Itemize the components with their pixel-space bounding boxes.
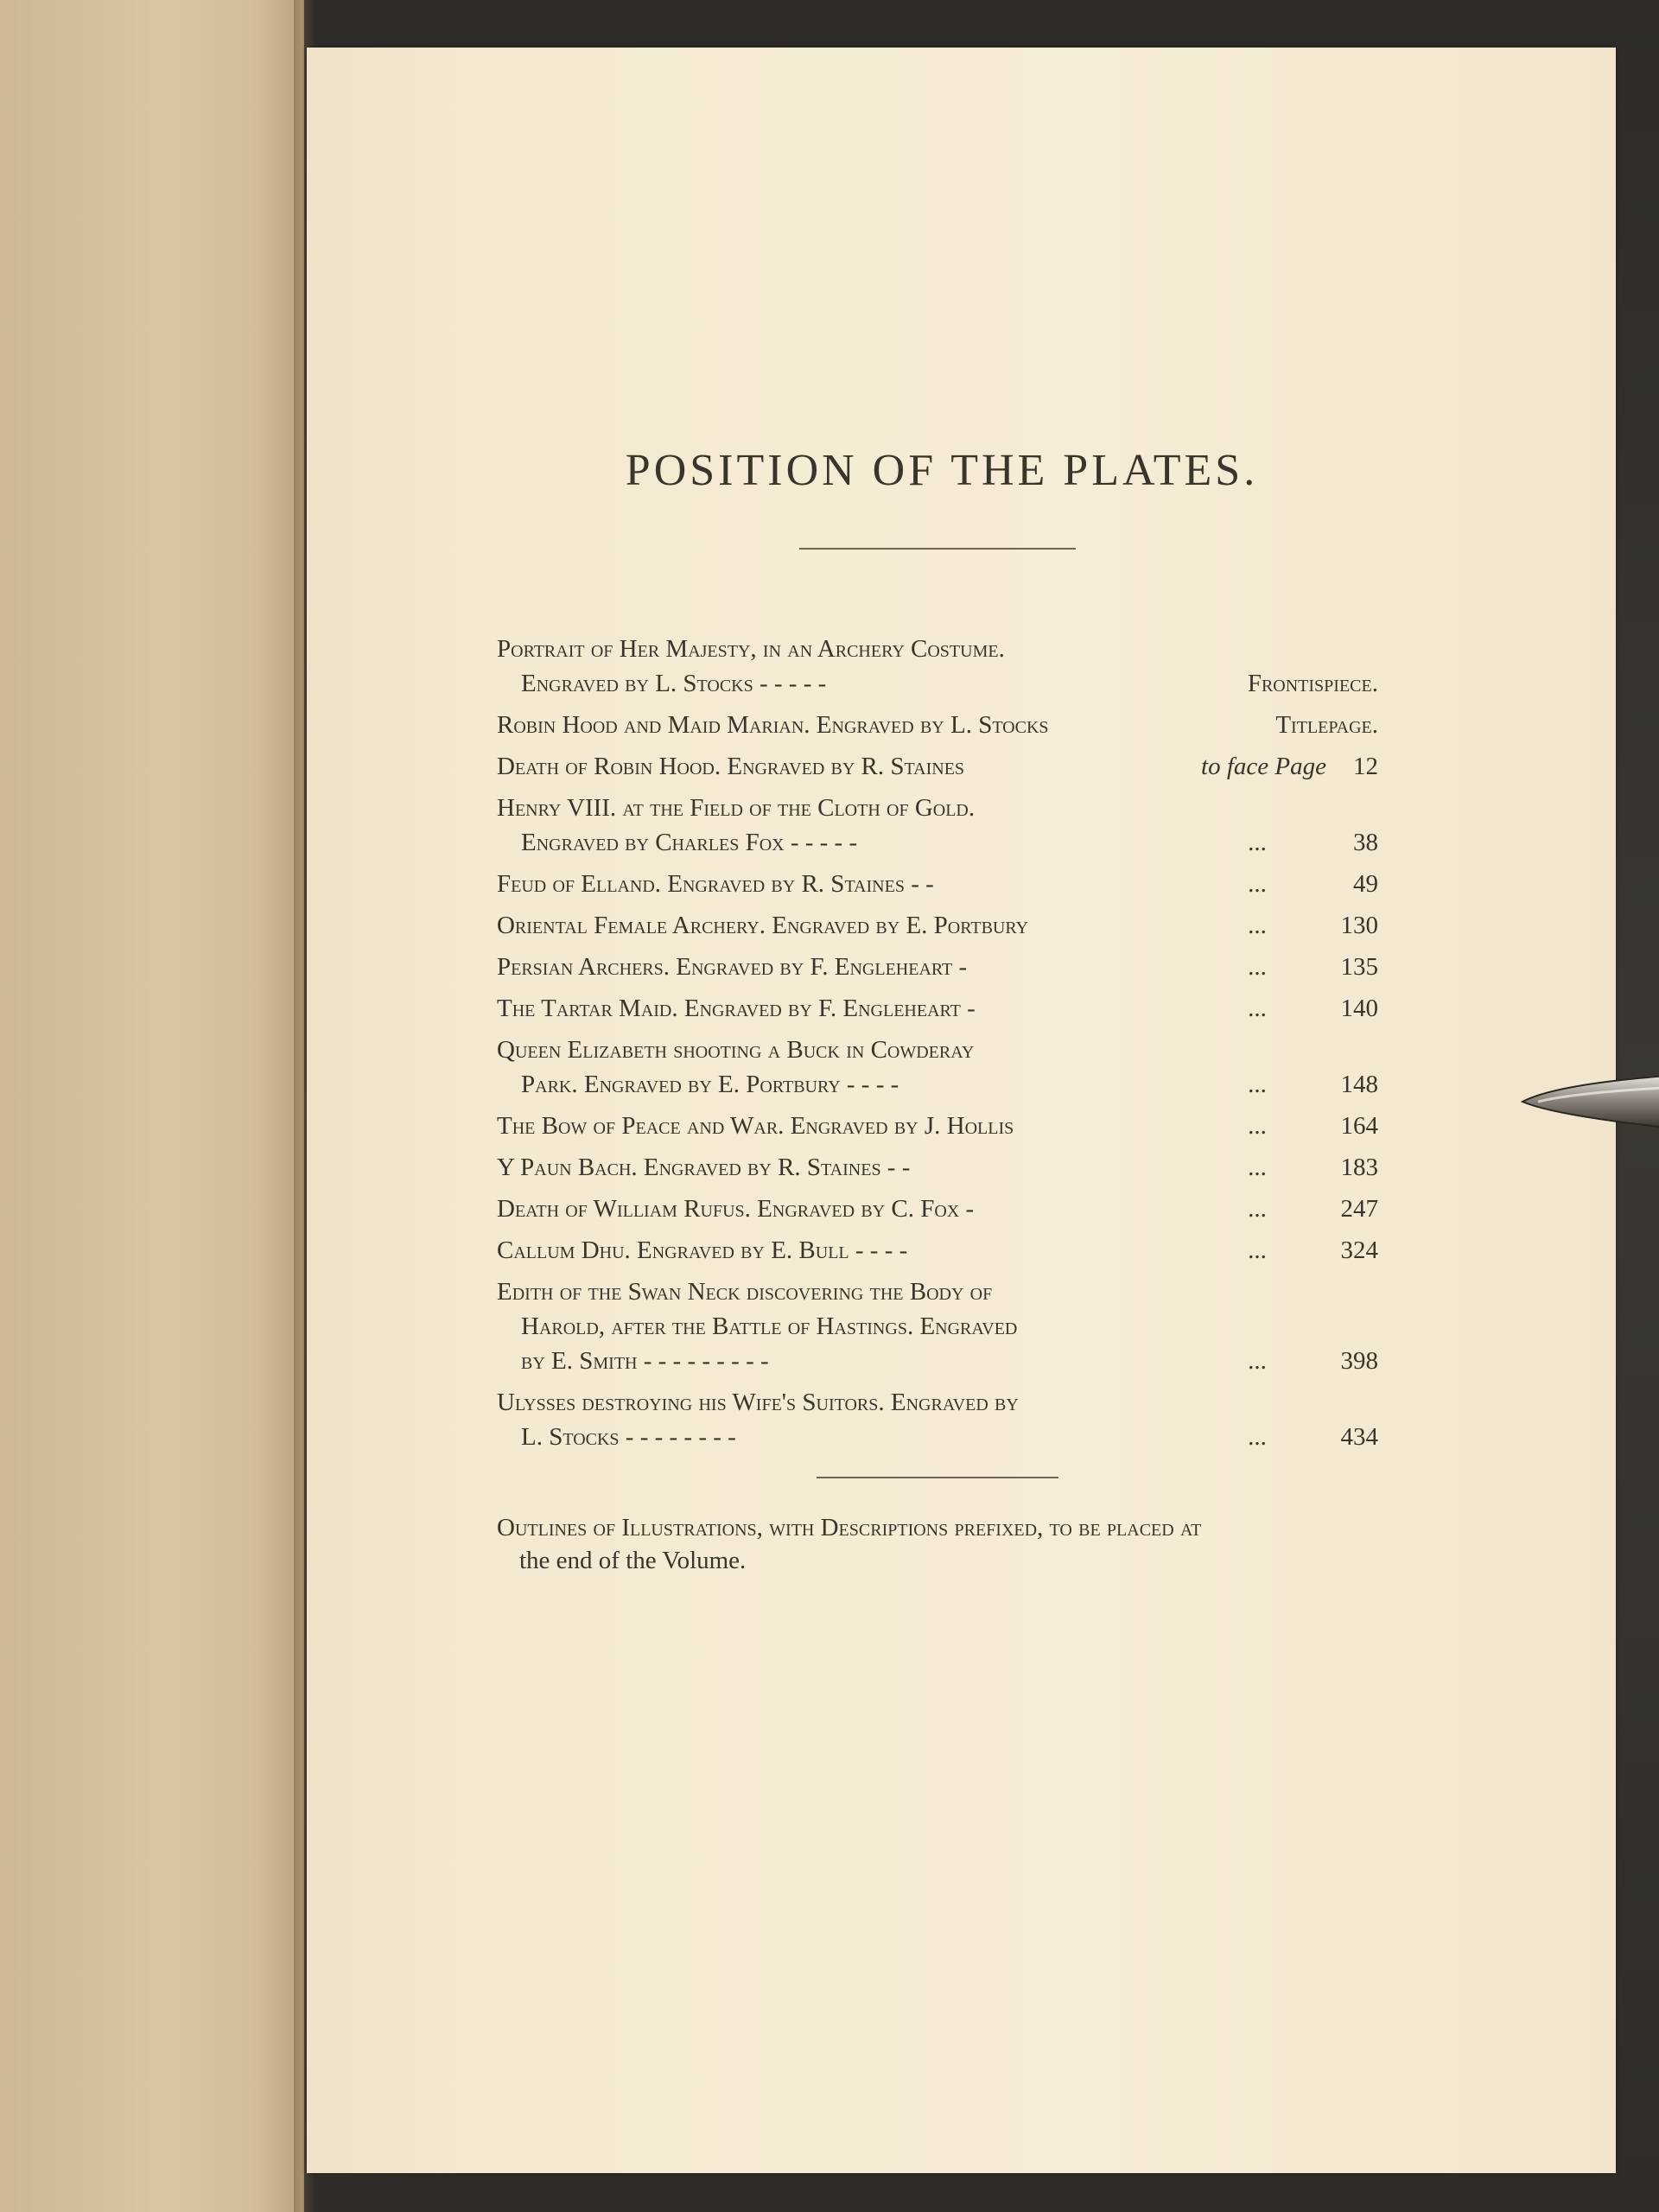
plate-leader-dots: ... xyxy=(1248,1236,1267,1264)
plate-entry xyxy=(497,867,1378,901)
left-facing-page xyxy=(0,0,304,2212)
plate-line: Death of Robin Hood. Engraved by R. Staines xyxy=(497,753,965,780)
plate-line: Henry VIII. at the Field of the Cloth of Gold. xyxy=(497,794,976,822)
plate-location xyxy=(1188,1420,1378,1454)
plate-position-label: Frontispiece. xyxy=(1247,670,1378,697)
plate-location xyxy=(1188,1233,1378,1268)
book-page xyxy=(307,48,1616,2173)
plate-location xyxy=(1188,867,1378,901)
plate-description xyxy=(497,791,1188,860)
plate-line: The Tartar Maid. Engraved by F. Engleheart - xyxy=(497,995,976,1022)
plate-page-number: 148 xyxy=(1340,1071,1378,1098)
plate-entry xyxy=(497,1109,1378,1143)
plate-leader-dots: ... xyxy=(1248,829,1267,856)
plate-entry xyxy=(497,632,1378,701)
plate-location xyxy=(1188,1067,1378,1102)
page-title: POSITION OF THE PLATES. xyxy=(625,446,1259,495)
plate-description xyxy=(497,950,1188,984)
plate-line: by E. Smith - - - - - - - - - xyxy=(521,1347,769,1375)
note-line-1: Outlines of Illustrations, with Descriptions prefixed, to be placed at xyxy=(497,1514,1202,1541)
plate-line: Y Paun Bach. Engraved by R. Staines - - xyxy=(497,1154,911,1181)
plate-description xyxy=(497,991,1188,1026)
plate-location xyxy=(1188,749,1378,784)
plate-leader-dots: ... xyxy=(1248,1423,1267,1451)
plate-page-number: 135 xyxy=(1340,953,1378,981)
note-line-2: the end of the Volume. xyxy=(519,1547,747,1574)
plate-page-number: 49 xyxy=(1353,870,1378,898)
plate-description xyxy=(497,1274,1188,1378)
plate-description xyxy=(497,908,1188,943)
pen-tip-icon xyxy=(1521,1076,1659,1128)
plate-location xyxy=(1188,908,1378,943)
plate-description xyxy=(497,1033,1188,1102)
plate-page-number: 164 xyxy=(1340,1112,1378,1140)
plate-entry xyxy=(497,749,1378,784)
plate-line: Persian Archers. Engraved by F. Engleheart - xyxy=(497,953,968,981)
plate-line: Ulysses destroying his Wife's Suitors. Engraved by xyxy=(497,1389,1019,1416)
plate-line: Feud of Elland. Engraved by R. Staines - - xyxy=(497,870,934,898)
plate-page-number: 130 xyxy=(1340,912,1378,939)
plate-page-number: 183 xyxy=(1340,1154,1378,1181)
plate-line: Robin Hood and Maid Marian. Engraved by L. Stocks xyxy=(497,711,1049,739)
plate-entry xyxy=(497,1150,1378,1185)
plate-line: Callum Dhu. Engraved by E. Bull - - - - xyxy=(497,1236,908,1264)
plate-description xyxy=(497,632,1188,701)
plates-list xyxy=(497,632,1378,1454)
outlines-note xyxy=(497,1511,1378,1577)
plate-page-number: 38 xyxy=(1353,829,1378,856)
plate-location xyxy=(1188,1150,1378,1185)
plate-page-number: 247 xyxy=(1340,1195,1378,1223)
page-content xyxy=(497,445,1378,1577)
plate-line: Edith of the Swan Neck discovering the Body of xyxy=(497,1278,993,1306)
plate-location xyxy=(1188,950,1378,984)
plate-description xyxy=(497,708,1188,742)
title-rule xyxy=(799,548,1076,550)
plate-description xyxy=(497,867,1188,901)
plate-position-label: to face Page xyxy=(1201,753,1326,780)
plate-location xyxy=(1188,1192,1378,1226)
plate-line: Death of William Rufus. Engraved by C. Fox - xyxy=(497,1195,975,1223)
plate-location xyxy=(1188,825,1378,860)
plate-leader-dots: ... xyxy=(1248,870,1267,898)
plate-description xyxy=(497,1233,1188,1268)
plate-leader-dots: ... xyxy=(1248,1112,1267,1140)
plate-entry xyxy=(497,1274,1378,1378)
plate-description xyxy=(497,1192,1188,1226)
plate-leader-dots: ... xyxy=(1248,1347,1267,1375)
plate-leader-dots: ... xyxy=(1248,953,1267,981)
plate-line: Queen Elizabeth shooting a Buck in Cowderay xyxy=(497,1036,975,1064)
plate-entry xyxy=(497,1385,1378,1454)
plate-location xyxy=(1188,991,1378,1026)
plate-leader-dots: ... xyxy=(1248,912,1267,939)
plate-page-number: 140 xyxy=(1340,995,1378,1022)
plate-entry xyxy=(497,991,1378,1026)
plate-description xyxy=(497,1109,1188,1143)
plate-position-label: Titlepage. xyxy=(1275,711,1378,739)
plate-location xyxy=(1188,1344,1378,1378)
plate-entry xyxy=(497,908,1378,943)
plate-line: Harold, after the Battle of Hastings. Engraved xyxy=(521,1313,1018,1340)
plate-line: L. Stocks - - - - - - - - xyxy=(521,1423,736,1451)
plate-entry xyxy=(497,1033,1378,1102)
plate-leader-dots: ... xyxy=(1248,1071,1267,1098)
plate-line: Portrait of Her Majesty, in an Archery Costume. xyxy=(497,635,1005,663)
plate-line: The Bow of Peace and War. Engraved by J. Hollis xyxy=(497,1112,1014,1140)
plate-line: Oriental Female Archery. Engraved by E. Portbury xyxy=(497,912,1029,939)
plate-leader-dots: ... xyxy=(1248,995,1267,1022)
plate-page-number: 12 xyxy=(1353,753,1378,780)
plate-description xyxy=(497,1385,1188,1454)
plate-entry xyxy=(497,950,1378,984)
plate-entry xyxy=(497,1192,1378,1226)
plate-line: Engraved by L. Stocks - - - - - xyxy=(521,670,827,697)
plate-leader-dots: ... xyxy=(1248,1195,1267,1223)
plate-page-number: 434 xyxy=(1340,1423,1378,1451)
plate-entry xyxy=(497,1233,1378,1268)
plate-entry xyxy=(497,791,1378,860)
plate-line: Engraved by Charles Fox - - - - - xyxy=(521,829,858,856)
plate-location xyxy=(1188,1109,1378,1143)
plate-page-number: 324 xyxy=(1340,1236,1378,1264)
plate-location xyxy=(1188,708,1378,742)
plate-location xyxy=(1188,666,1378,701)
plate-description xyxy=(497,749,1188,784)
plate-leader-dots: ... xyxy=(1248,1154,1267,1181)
list-end-rule xyxy=(817,1477,1058,1478)
plate-page-number: 398 xyxy=(1340,1347,1378,1375)
plate-line: Park. Engraved by E. Portbury - - - - xyxy=(521,1071,899,1098)
plate-description xyxy=(497,1150,1188,1185)
plate-entry xyxy=(497,708,1378,742)
